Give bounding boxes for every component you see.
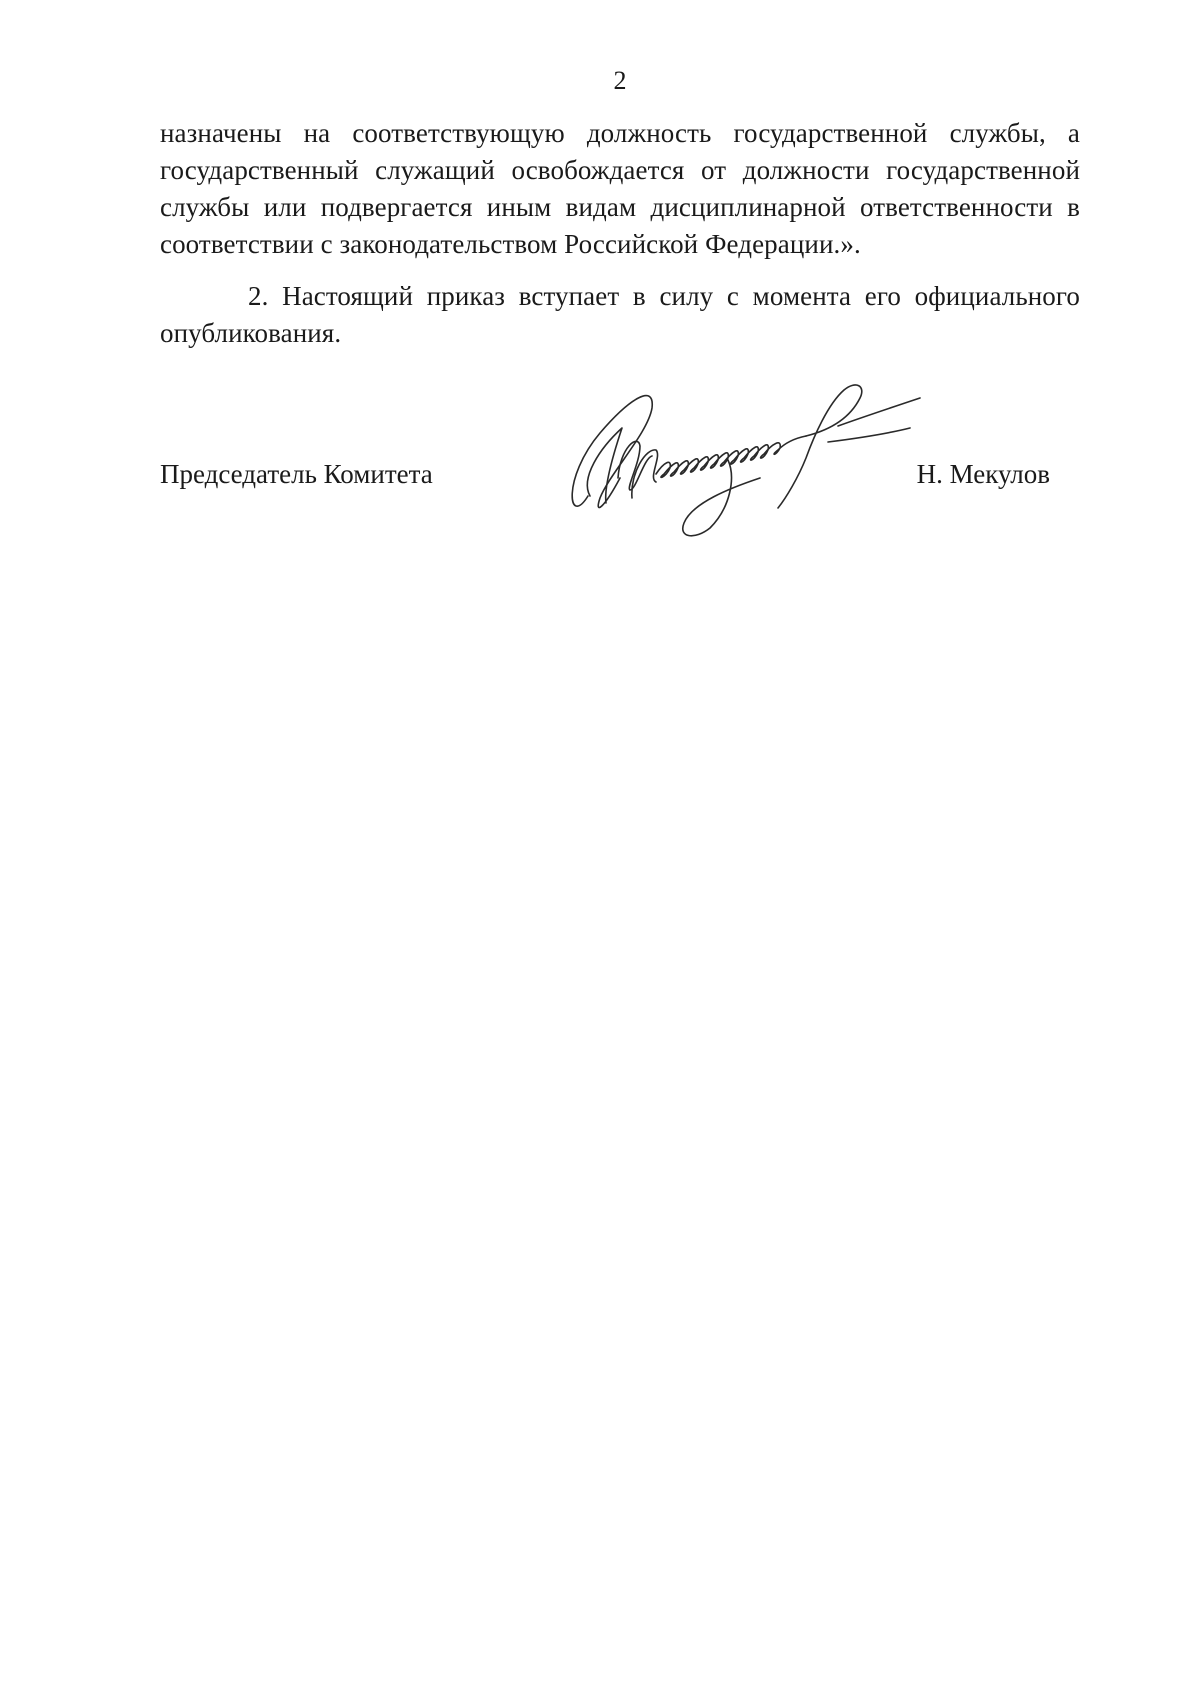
paragraph-continuation: [160, 115, 1080, 263]
paragraph-line: соответствии с законодательством Российской Федерации.».: [160, 229, 861, 259]
paragraph-line: назначены на соответствующую должность государственной службы, а: [160, 118, 1080, 148]
paragraph-line: 2. Настоящий приказ вступает в силу с момента его официального: [248, 281, 1080, 311]
paragraph-effective-date: [160, 278, 1080, 352]
paragraph-line: опубликования.: [160, 318, 342, 348]
paragraph-line: государственный служащий освобождается от должности государственной: [160, 155, 1080, 185]
signer-title: Председатель Комитета: [160, 459, 433, 489]
signer-name: Н. Мекулов: [916, 459, 1050, 489]
signature-block: [160, 456, 1080, 496]
page-number: 2: [613, 66, 627, 95]
paragraph-line: службы или подвергается иным видам дисциплинарной ответственности в: [160, 192, 1080, 222]
